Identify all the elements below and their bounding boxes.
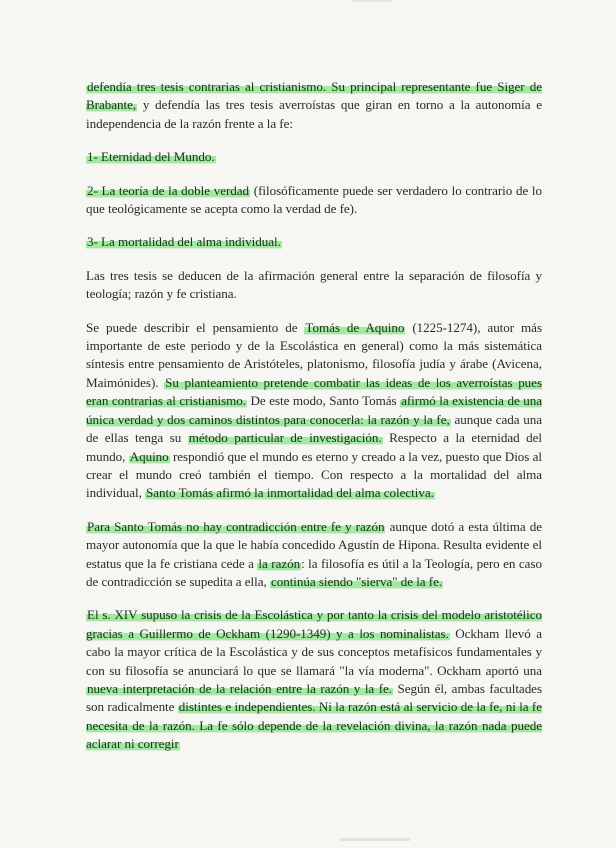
highlight: El s. XIV supuso la crisis de la Escolástica y por tanto la crisis del modelo aristotélico gracias a Guillermo de Ockham (1290-1349) y a los nominalistas. <box>86 607 542 641</box>
text: Se puede describir el pensamiento de <box>86 319 305 335</box>
highlight: método particular de investigación. <box>188 430 382 446</box>
highlight: continúa siendo "sierva" de la fe. <box>270 573 443 589</box>
highlight: defendía tres tesis contrarias al cristianismo. Su principal representante fue Siger de Brabante, <box>86 79 542 113</box>
document-body <box>86 78 542 769</box>
highlight: Para Santo Tomás no hay contradicción entre fe y razón <box>87 518 385 534</box>
text: Ockham llevó a cabo la mayor crítica de la Escolástica y de sus conceptos metafísicos fundamentales y con su filosofía se anunciará lo que se llamará "la vía moderna". Ockham aportó una <box>86 625 543 678</box>
highlight: 2- La teoría de la doble verdad <box>87 182 250 198</box>
text: (filosóficamente puede ser verdadero lo contrario de lo que teológicamente se acepta como la verdad de fe). <box>86 182 542 217</box>
text: Las tres tesis se deducen de la afirmación general entre la separación de filosofía y teología; razón y fe cristiana. <box>86 267 542 302</box>
text: (1225-1274), autor más importante de este periodo y de la Escolástica en general) como la más sistemática síntesis entre pensamiento de Aristóteles, platonismo, filosofía judía y árabe (Avicena, Maimónides). <box>86 319 542 390</box>
text: Respecto a la eternidad del mundo, <box>86 430 542 464</box>
thesis-3 <box>86 233 542 251</box>
thesis-1 <box>86 148 542 166</box>
text: De este modo, Santo Tomás <box>247 393 401 409</box>
highlight: Aquino <box>129 448 169 464</box>
highlight: 1- Eternidad del Mundo. <box>87 149 215 165</box>
highlight: distintes e independientes. Ni la razón está al servicio de la fe, ni la fe necesita de la razón. La fe sólo depende de la revelación divina, la razón nada puede aclarar ni corregir <box>86 699 542 752</box>
scan-artifact-top <box>352 0 392 2</box>
paragraph-aquinas <box>86 319 542 503</box>
highlight: Su planteamiento pretende combatir las ideas de los averroístas pues eran contrarias al cristianismo. <box>86 374 542 409</box>
paragraph-averroists <box>86 78 542 133</box>
highlight: 3- La mortalidad del alma individual. <box>87 234 281 250</box>
text: aunque dotó a esta última de mayor autonomía que la que le había concedido Agustín de Hipona. Resulta evidente el estatus que la fe cristiana cede a <box>86 518 543 571</box>
highlight: Tomás de Aquino <box>305 319 405 335</box>
paragraph-faith-reason <box>86 518 542 592</box>
highlight: nueva interpretación de la relación entre la razón y la fe. <box>87 680 393 696</box>
highlight: Santo Tomás afirmó la inmortalidad del alma colectiva. <box>146 485 434 501</box>
highlight: la razón <box>258 555 301 571</box>
thesis-2 <box>86 182 542 219</box>
text: respondió que el mundo es eterno y creado a la vez, puesto que Dios al crear el mundo creó también el tiempo. Con respecto a la mortalidad del alma individual, <box>86 448 542 501</box>
highlight: afirmó la existencia de una única verdad y dos caminos distintos para conocerla: la razón y la fe, <box>86 393 543 427</box>
scan-artifact-bottom <box>340 838 410 841</box>
paragraph-ockham <box>86 606 542 753</box>
text: aunque cada una de ellas tenga su <box>86 411 542 446</box>
paragraph-summary <box>86 267 542 304</box>
text: y defendía las tres tesis averroístas que giran en torno a la autonomía e independencia de la razón frente a la fe: <box>86 97 542 131</box>
text: : la filosofía es útil a la Teología, pero en caso de contradicción se supedita a ella, <box>86 555 542 589</box>
text: Según él, ambas facultades son radicalmente <box>86 680 542 715</box>
